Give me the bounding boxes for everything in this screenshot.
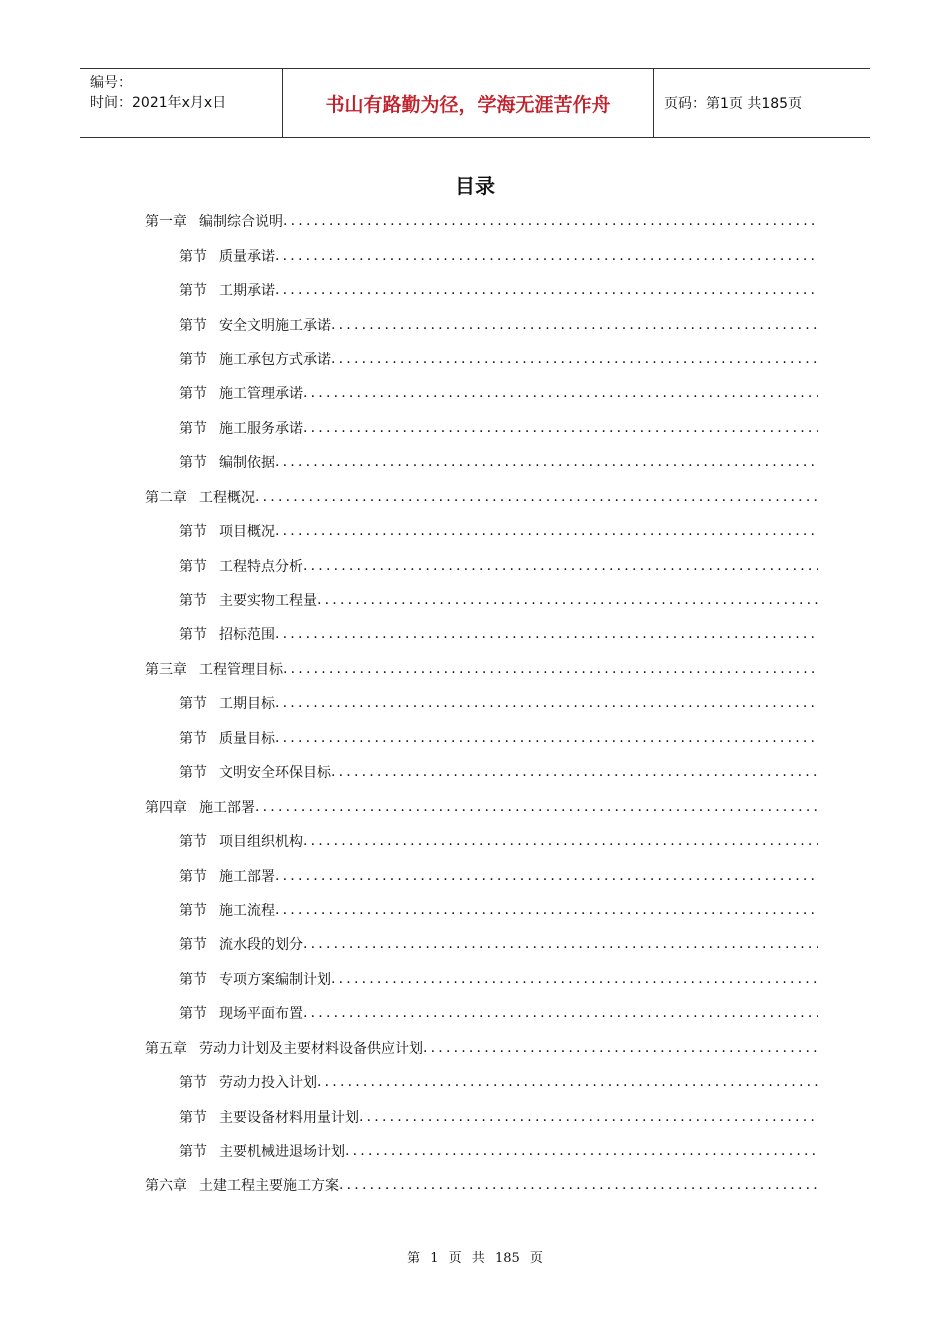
- toc-chapter-entry[interactable]: [145, 480, 818, 514]
- toc-entry-prefix: 第节: [179, 765, 207, 782]
- toc-entry-prefix: 第节: [179, 386, 207, 403]
- toc-entry-prefix: 第六章: [145, 1178, 187, 1195]
- toc-chapter-entry[interactable]: [145, 652, 818, 686]
- toc-entry-prefix: 第节: [179, 558, 207, 575]
- toc-entry-title: 项目组织机构: [219, 834, 303, 851]
- toc-entry-prefix: 第节: [179, 1075, 207, 1092]
- toc-entry-prefix: 第节: [179, 834, 207, 851]
- toc-leader-dots: [283, 213, 818, 229]
- footer-page-unit: 页: [448, 1251, 462, 1266]
- toc-leader-dots: [275, 523, 818, 539]
- toc-entry-title: 主要设备材料用量计划: [219, 1109, 359, 1126]
- toc-entry-prefix: 第节: [179, 351, 207, 368]
- toc-leader-dots: [303, 385, 818, 401]
- toc-leader-dots: [331, 971, 818, 987]
- toc-entry-title: 工程特点分析: [219, 558, 303, 575]
- toc-leader-dots: [303, 936, 818, 952]
- toc-leader-dots: [303, 833, 818, 849]
- toc-entry-prefix: 第四章: [145, 799, 187, 816]
- toc-entry-prefix: 第一章: [145, 214, 187, 231]
- toc-entry-title: 施工部署: [219, 868, 275, 885]
- toc-section-entry[interactable]: [179, 893, 818, 927]
- toc-entry-title: 工期目标: [219, 696, 275, 713]
- document-date: 时间：2021年x月x日: [90, 95, 227, 111]
- toc-entry-prefix: 第节: [179, 937, 207, 954]
- toc-entry-prefix: 第节: [179, 902, 207, 919]
- toc-section-entry[interactable]: [179, 445, 818, 479]
- toc-section-entry[interactable]: [179, 548, 818, 582]
- toc-entry-title: 土建工程主要施工方案: [199, 1178, 339, 1195]
- toc-entry-title: 项目概况: [219, 524, 275, 541]
- toc-leader-dots: [303, 420, 818, 436]
- toc-entry-prefix: 第节: [179, 1144, 207, 1161]
- toc-entry-title: 质量承诺: [219, 248, 275, 265]
- toc-entry-prefix: 第五章: [145, 1040, 187, 1057]
- toc-entry-title: 施工服务承诺: [219, 420, 303, 437]
- table-of-contents: [0, 204, 950, 1203]
- toc-entry-prefix: 第节: [179, 248, 207, 265]
- toc-section-entry[interactable]: [179, 273, 818, 307]
- header-page-info: 页码：第1页 共185页: [664, 96, 803, 112]
- toc-leader-dots: [275, 902, 818, 918]
- toc-entry-title: 劳动力计划及主要材料设备供应计划: [199, 1040, 423, 1057]
- toc-entry-prefix: 第节: [179, 317, 207, 334]
- toc-leader-dots: [275, 695, 818, 711]
- toc-section-entry[interactable]: [179, 342, 818, 376]
- toc-entry-prefix: 第节: [179, 593, 207, 610]
- toc-section-entry[interactable]: [179, 858, 818, 892]
- header-meta: [80, 69, 282, 137]
- toc-section-entry[interactable]: [179, 1134, 818, 1168]
- footer-total-unit: 页: [529, 1251, 543, 1266]
- toc-leader-dots: [283, 661, 818, 677]
- toc-entry-title: 工程概况: [199, 489, 255, 506]
- toc-entry-prefix: 第二章: [145, 489, 187, 506]
- toc-entry-title: 质量目标: [219, 730, 275, 747]
- page-footer: [0, 1247, 950, 1266]
- toc-entry-title: 施工承包方式承诺: [219, 351, 331, 368]
- toc-section-entry[interactable]: [179, 1065, 818, 1099]
- toc-entry-prefix: 第三章: [145, 661, 187, 678]
- toc-section-entry[interactable]: [179, 307, 818, 341]
- toc-leader-dots: [345, 1143, 818, 1159]
- toc-section-entry[interactable]: [179, 617, 818, 651]
- toc-entry-prefix: 第节: [179, 730, 207, 747]
- toc-entry-title: 安全文明施工承诺: [219, 317, 331, 334]
- toc-section-entry[interactable]: [179, 1099, 818, 1133]
- toc-entry-prefix: 第节: [179, 420, 207, 437]
- toc-section-entry[interactable]: [179, 411, 818, 445]
- toc-entry-prefix: 第节: [179, 524, 207, 541]
- toc-section-entry[interactable]: [179, 996, 818, 1030]
- document-number-label: 编号：: [90, 75, 132, 91]
- toc-entry-title: 编制依据: [219, 455, 275, 472]
- toc-entry-title: 工程管理目标: [199, 661, 283, 678]
- toc-leader-dots: [275, 282, 818, 298]
- toc-entry-prefix: 第节: [179, 868, 207, 885]
- toc-entry-title: 文明安全环保目标: [219, 765, 331, 782]
- toc-leader-dots: [359, 1109, 818, 1125]
- footer-page-label: 第: [407, 1251, 421, 1266]
- footer-total-label: 共: [471, 1251, 485, 1266]
- toc-chapter-entry[interactable]: [145, 204, 818, 238]
- toc-entry-prefix: 第节: [179, 971, 207, 988]
- toc-entry-title: 施工流程: [219, 902, 275, 919]
- toc-entry-prefix: 第节: [179, 455, 207, 472]
- toc-section-entry[interactable]: [179, 755, 818, 789]
- toc-leader-dots: [275, 626, 818, 642]
- toc-entry-title: 流水段的划分: [219, 937, 303, 954]
- toc-section-entry[interactable]: [179, 514, 818, 548]
- toc-section-entry[interactable]: [179, 824, 818, 858]
- toc-chapter-entry[interactable]: [145, 1031, 818, 1065]
- toc-leader-dots: [255, 799, 818, 815]
- toc-leader-dots: [331, 317, 818, 333]
- toc-entry-title: 工期承诺: [219, 283, 275, 300]
- toc-section-entry[interactable]: [179, 583, 818, 617]
- toc-leader-dots: [331, 351, 818, 367]
- toc-section-entry[interactable]: [179, 686, 818, 720]
- toc-leader-dots: [275, 730, 818, 746]
- header-slogan: 书山有路勤为径，学海无涯苦作舟: [282, 69, 654, 137]
- toc-section-entry[interactable]: [179, 376, 818, 410]
- toc-entry-title: 专项方案编制计划: [219, 971, 331, 988]
- toc-section-entry[interactable]: [179, 238, 818, 272]
- toc-entry-prefix: 第节: [179, 696, 207, 713]
- toc-leader-dots: [331, 764, 818, 780]
- toc-chapter-entry[interactable]: [145, 1168, 818, 1202]
- footer-page-number: 1: [430, 1251, 439, 1266]
- toc-entry-title: 劳动力投入计划: [219, 1075, 317, 1092]
- toc-entry-title: 招标范围: [219, 627, 275, 644]
- toc-entry-prefix: 第节: [179, 283, 207, 300]
- toc-entry-prefix: 第节: [179, 1006, 207, 1023]
- toc-entry-title: 现场平面布置: [219, 1006, 303, 1023]
- toc-section-entry[interactable]: [179, 721, 818, 755]
- toc-leader-dots: [317, 1074, 818, 1090]
- toc-chapter-entry[interactable]: [145, 789, 818, 823]
- toc-leader-dots: [303, 558, 818, 574]
- toc-leader-dots: [423, 1040, 818, 1056]
- toc-leader-dots: [275, 248, 818, 264]
- toc-leader-dots: [339, 1177, 818, 1193]
- toc-leader-dots: [275, 454, 818, 470]
- footer-total-pages: 185: [494, 1251, 520, 1266]
- toc-entry-title: 编制综合说明: [199, 214, 283, 231]
- toc-entry-title: 施工管理承诺: [219, 386, 303, 403]
- toc-section-entry[interactable]: [179, 927, 818, 961]
- toc-entry-title: 主要机械进退场计划: [219, 1144, 345, 1161]
- toc-entry-title: 主要实物工程量: [219, 593, 317, 610]
- toc-leader-dots: [255, 489, 818, 505]
- toc-leader-dots: [275, 868, 818, 884]
- toc-leader-dots: [303, 1005, 818, 1021]
- toc-title: 目录: [455, 174, 495, 198]
- toc-entry-title: 施工部署: [199, 799, 255, 816]
- toc-entry-prefix: 第节: [179, 1109, 207, 1126]
- toc-section-entry[interactable]: [179, 962, 818, 996]
- toc-leader-dots: [317, 592, 818, 608]
- toc-entry-prefix: 第节: [179, 627, 207, 644]
- document-header: [80, 68, 870, 138]
